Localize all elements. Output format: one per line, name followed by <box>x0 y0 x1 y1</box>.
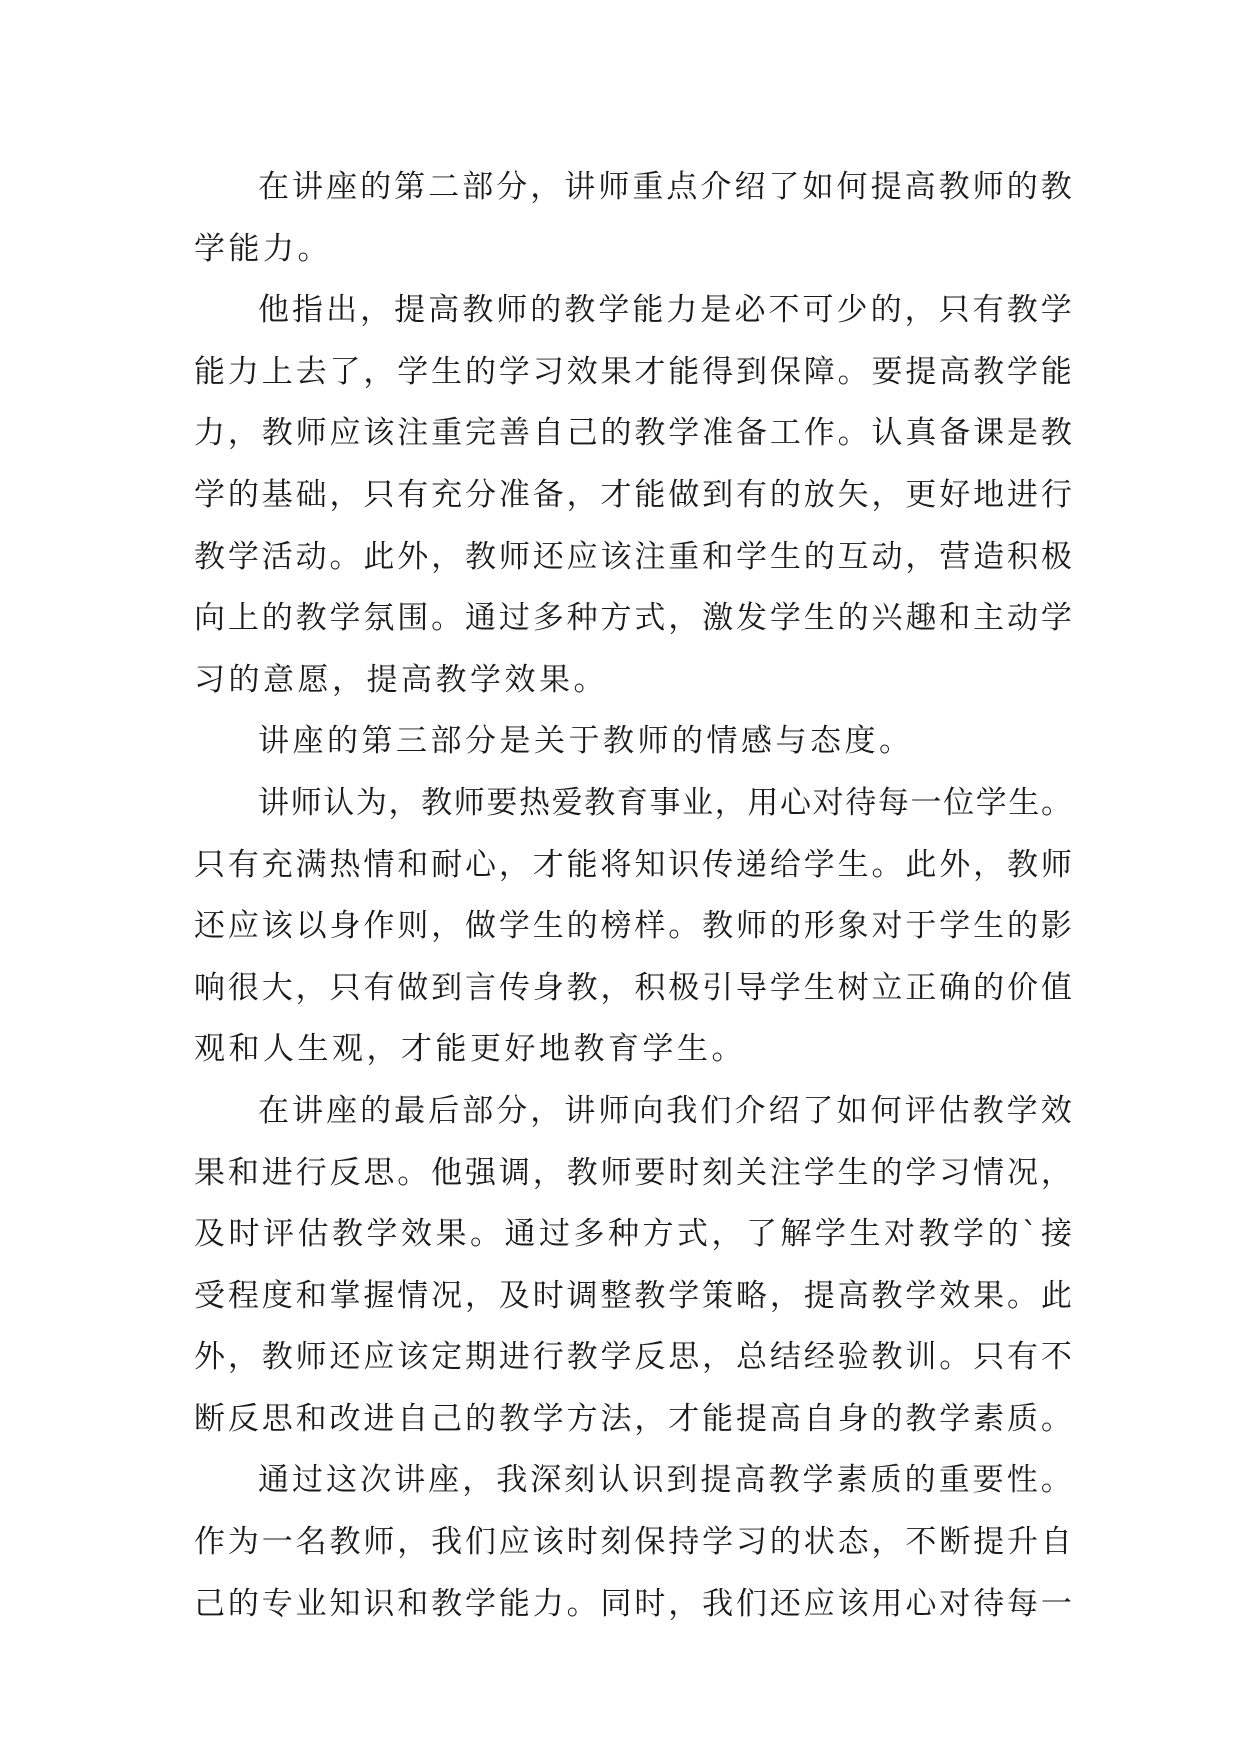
text-line: 讲座的第三部分是关于教师的情感与态度。 <box>258 723 914 760</box>
text-line: 作 为 一 名 教 师 ， 我 们 应 该 时 刻 保 持 学 习 的 状 态 ， 不 断 提 升 自 <box>194 1524 1072 1561</box>
text-line: 还 应 该 以 身 作 则 ， 做 学 生 的 榜 样 。 教 师 的 形 象 对 于 学 生 的 影 <box>194 908 1072 945</box>
text-line: 他 指 出 ， 提 高 教 师 的 教 学 能 力 是 必 不 可 少 的 ， 只 有 教 学 <box>258 292 1072 329</box>
text-line: 教 学 活 动 。 此 外 ， 教 师 还 应 该 注 重 和 学 生 的 互 动 ， 营 造 积 极 <box>194 538 1072 575</box>
text-line: 力 ， 教 师 应 该 注 重 完 善 自 己 的 教 学 准 备 工 作 。 认 真 备 课 是 教 <box>194 415 1072 452</box>
text-line: 观和人生观，才能更好地教育学生。 <box>194 1031 746 1068</box>
text-line: 学能力。 <box>194 230 332 267</box>
text-line: 及 时 评 估 教 学 效 果 。 通 过 多 种 方 式 ， 了 解 学 生 对 教 学 的 ` 接 <box>194 1216 1072 1253</box>
text-line: 在 讲 座 的 最 后 部 分 ， 讲 师 向 我 们 介 绍 了 如 何 评 估 教 学 效 <box>258 1092 1072 1129</box>
text-line: 己 的 专 业 知 识 和 教 学 能 力 。 同 时 ， 我 们 还 应 该 用 心 对 待 每 一 <box>194 1585 1072 1622</box>
text-line: 断 反 思 和 改 进 自 己 的 教 学 方 法 ， 才 能 提 高 自 身 的 教 学 素 质 。 <box>194 1400 1072 1437</box>
text-line: 讲 师 认 为 ， 教 师 要 热 爱 教 育 事 业 ， 用 心 对 待 每 一 位 学 生 。 <box>258 784 1072 821</box>
text-line: 学 的 基 础 ， 只 有 充 分 准 备 ， 才 能 做 到 有 的 放 矢 ， 更 好 地 进 行 <box>194 476 1072 513</box>
text-line: 外 ， 教 师 还 应 该 定 期 进 行 教 学 反 思 ， 总 结 经 验 教 训 。 只 有 不 <box>194 1339 1072 1376</box>
text-line: 受 程 度 和 掌 握 情 况 ， 及 时 调 整 教 学 策 略 ， 提 高 教 学 效 果 。 此 <box>194 1277 1072 1314</box>
text-line: 果 和 进 行 反 思 。 他 强 调 ， 教 师 要 时 刻 关 注 学 生 的 学 习 情 况 ， <box>194 1154 1072 1191</box>
text-line: 只 有 充 满 热 情 和 耐 心 ， 才 能 将 知 识 传 递 给 学 生 。 此 外 ， 教 师 <box>194 846 1072 883</box>
text-line: 通 过 这 次 讲 座 ， 我 深 刻 认 识 到 提 高 教 学 素 质 的 重 要 性 。 <box>258 1462 1072 1499</box>
text-line: 习的意愿，提高教学效果。 <box>194 661 608 698</box>
document-body <box>194 157 1072 1635</box>
text-line: 在 讲 座 的 第 二 部 分 ， 讲 师 重 点 介 绍 了 如 何 提 高 教 师 的 教 <box>258 169 1072 205</box>
text-line: 响 很 大 ， 只 有 做 到 言 传 身 教 ， 积 极 引 导 学 生 树 立 正 确 的 价 值 <box>194 969 1072 1006</box>
text-line: 向 上 的 教 学 氛 围 。 通 过 多 种 方 式 ， 激 发 学 生 的 兴 趣 和 主 动 学 <box>194 600 1072 637</box>
text-line: 能 力 上 去 了 ， 学 生 的 学 习 效 果 才 能 得 到 保 障 。 要 提 高 教 学 能 <box>194 353 1072 390</box>
